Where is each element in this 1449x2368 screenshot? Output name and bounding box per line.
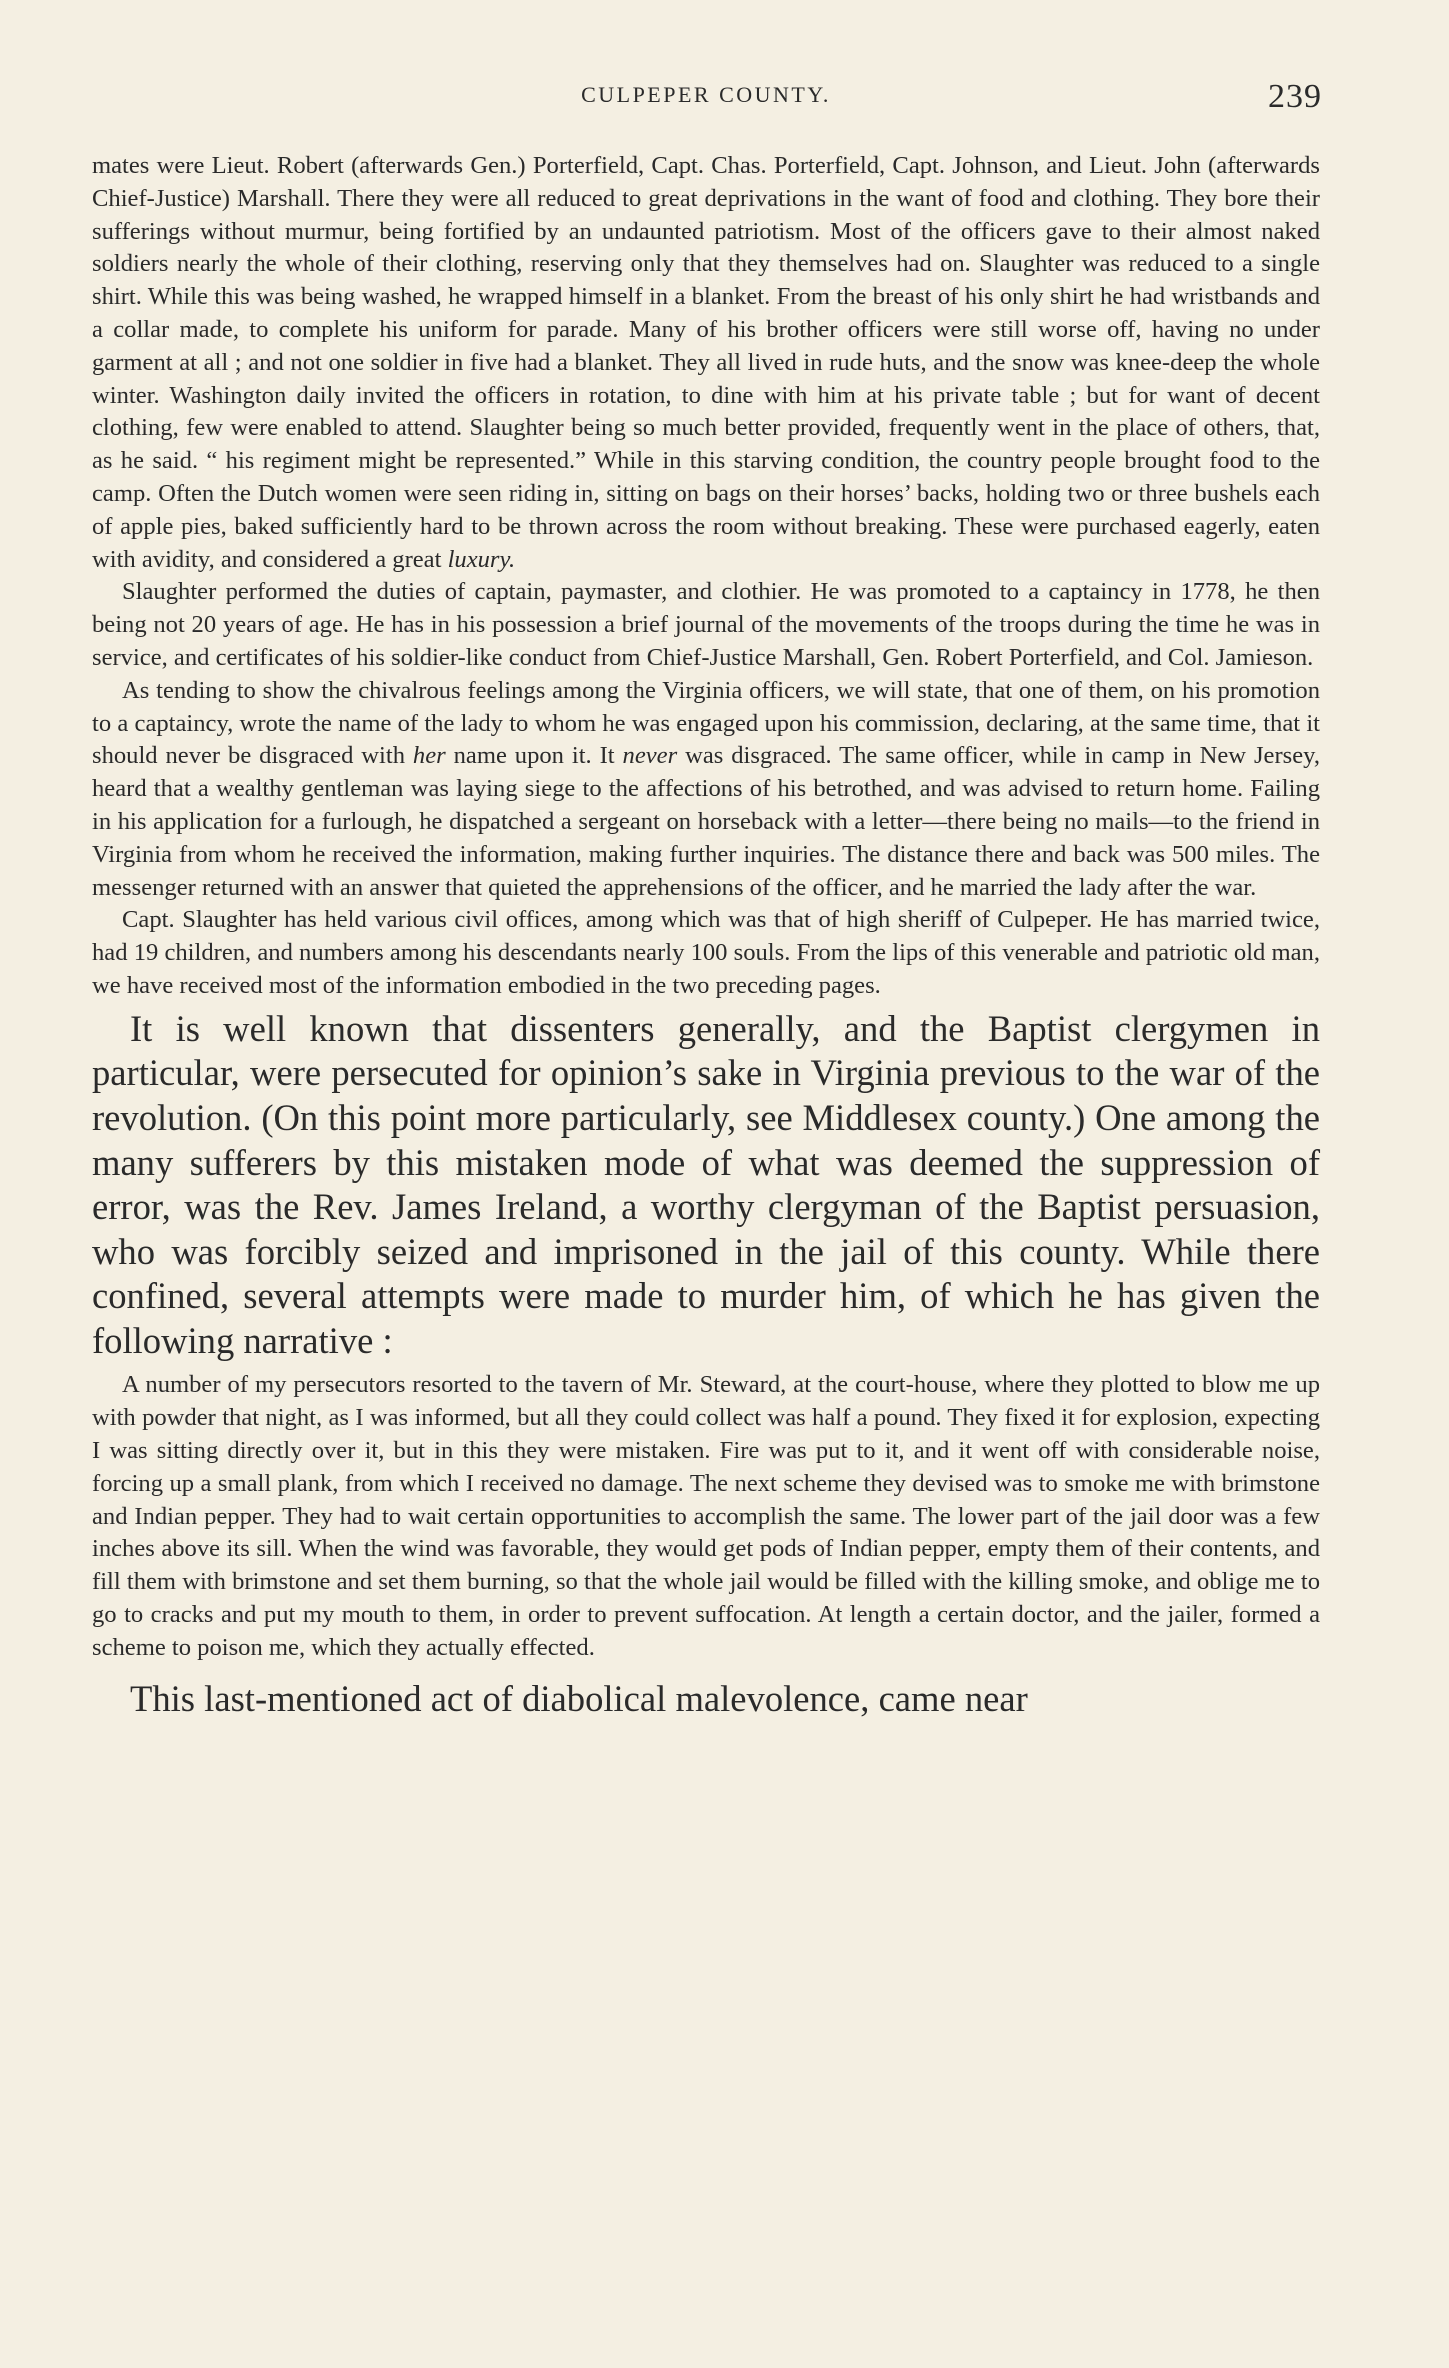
paragraph-text: As tending to show the chivalrous feelings among the Virginia officers, we will state, that one of them, on his promotion to a captaincy, wrote the name of the lady to whom he was engaged upon his commission, declaring, at the same time, that it should never be disgraced with: [92, 676, 1320, 770]
paragraph-slaughter-offices: Capt. Slaughter has held various civil offices, among which was that of high sheriff of Culpeper. He has married twice, had 19 children, and numbers among his descendants nearly 100 souls. From the lips of this venerable and patriotic old man, we have received most of the information embodied in the two preceding pages.: [92, 906, 1320, 999]
paragraph-text: name upon it. It: [445, 742, 623, 770]
italic-word: luxury.: [447, 545, 516, 573]
paragraph-slaughter-duties: Slaughter performed the duties of captain, paymaster, and clothier. He was promoted to a captaincy in 1778, he then being not 20 years of age. He has in his possession a brief journal of the movements of the troops during the time he was in service, and certificates of his soldier-like conduct from Chief-Justice Marshall, Gen. Robert Porterfield, and Col. Jamieson.: [92, 578, 1320, 671]
page-number: 239: [1268, 78, 1322, 115]
paragraph-chivalrous-officer: [92, 675, 1320, 905]
paragraph-slaughter-hardships: [92, 150, 1320, 576]
italic-word: never: [622, 742, 678, 770]
page-header: [90, 78, 1322, 118]
paragraph-continuation: This last-mentioned act of diabolical malevolence, came near: [130, 1677, 1028, 1719]
italic-word: her: [412, 742, 446, 770]
paragraph-text: was disgraced. The same officer, while in camp in New Jersey, heard that a wealthy gentleman was laying siege to the affections of his betrothed, and was advised to return home. Failing in his application for a furlough, he dispatched a sergeant on horseback with a letter—there being no mails—to the friend in Virginia from whom he received the information, making further inquiries. The distance there and back was 500 miles. The messenger returned with an answer that quieted the apprehensions of the officer, and he married the lady after the war.: [92, 742, 1320, 901]
paragraph-text: mates were Lieut. Robert (afterwards Gen.) Porterfield, Capt. Chas. Porterfield, Capt. Johnson, and Lieut. John (afterwards Chief-Justice) Marshall. There they were all reduced to great deprivations in the want of food and clothing. They bore their sufferings without murmur, being fortified by an undaunted patriotism. Most of the officers gave to their almost naked soldiers nearly the whole of their clothing, reserving only that they themselves had on. Slaughter was reduced to a single shirt. While this was being washed, he wrapped himself in a blanket. From the breast of his only shirt he had wristbands and a collar made, to complete his uniform for parade. Many of his brother officers were still worse off, having no under garment at all ; and not one soldier in five had a blanket. They all lived in rude huts, and the snow was knee-deep the whole winter. Washington daily invited the officers in rotation, to dine with him at his private table ; but for want of decent clothing, few were enabled to attend. Slaughter being so much better provided, frequently went in the place of others, that, as he said. “ his regiment might be represented.” While in this starving condition, the country people brought food to the camp. Often the Dutch women were seen riding in, sitting on bags on their horses’ backs, holding two or three bushels each of apple pies, baked sufficiently hard to be thrown across the room without breaking. These were purchased eagerly, eaten with avidity, and considered a great: [92, 152, 1320, 573]
running-head: CULPEPER COUNTY.: [581, 82, 831, 107]
body-text: [92, 150, 1320, 1727]
paragraph-baptist-persecution: It is well known that dissenters generally, and the Baptist clergymen in particular, were persecuted for opinion’s sake in Virginia previous to the war of the revolution. (On this point more particularly, see Middlesex county.) One among the many sufferers by this mistaken mode of what was deemed the suppression of error, was the Rev. James Ireland, a worthy clergyman of the Baptist persuasion, who was forcibly seized and imprisoned in the jail of this county. While there confined, several attempts were made to murder him, of which he has given the following narrative :: [92, 1007, 1320, 1361]
paragraph-ireland-narrative: A number of my persecutors resorted to the tavern of Mr. Steward, at the court-house, where they plotted to blow me up with powder that night, as I was informed, but all they could collect was half a pound. They fixed it for explosion, expecting I was sitting directly over it, but in this they were mistaken. Fire was put to it, and it went off with considerable noise, forcing up a small plank, from which I received no damage. The next scheme they devised was to smoke me with brimstone and Indian pepper. They had to wait certain opportunities to accomplish the same. The lower part of the jail door was a few inches above its sill. When the wind was favorable, they would get pods of Indian pepper, empty them of their contents, and fill them with brimstone and set them burning, so that the whole jail would be filled with the killing smoke, and oblige me to go to cracks and put my mouth to them, in order to prevent suffocation. At length a certain doctor, and the jailer, formed a scheme to poison me, which they actually effected.: [92, 1371, 1320, 1661]
